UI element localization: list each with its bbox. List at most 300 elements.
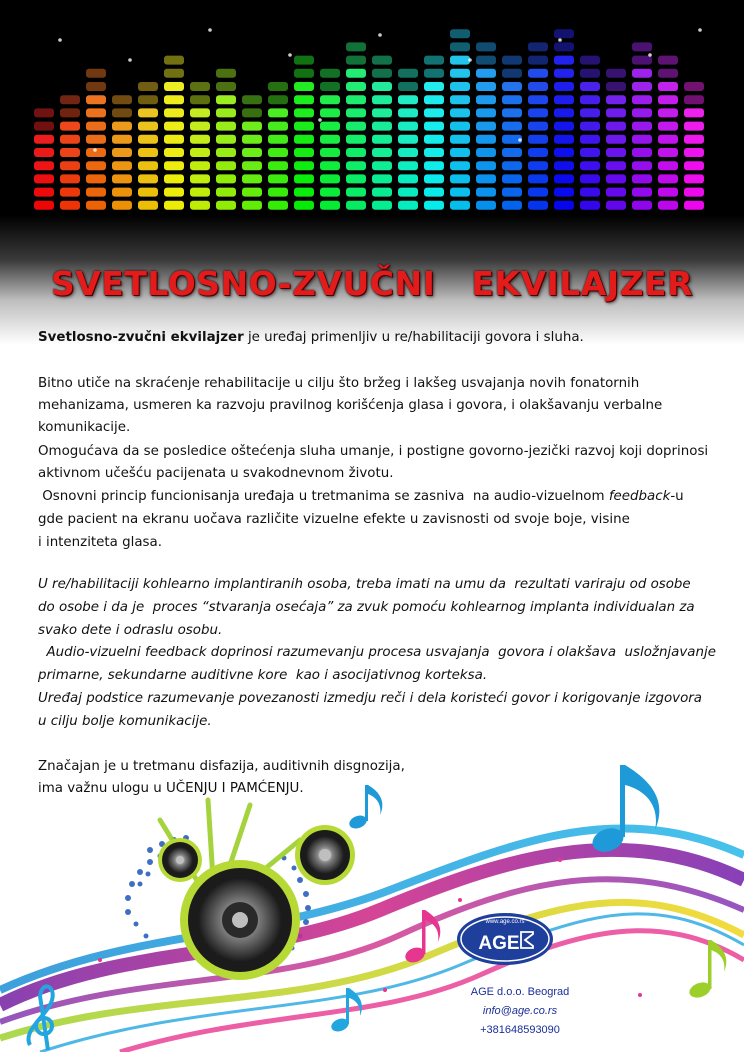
text-line: Uređaj podstice razumevanje povezanosti izmedju reči i dela koristeći govor i korigovanje izgovora — [38, 691, 703, 706]
equalizer-segment — [372, 148, 392, 157]
equalizer-segment — [684, 201, 704, 210]
equalizer-segment — [216, 161, 236, 170]
equalizer-segment — [632, 42, 652, 51]
sparkle — [698, 28, 702, 32]
equalizer-segment — [164, 122, 184, 131]
text-line: u cilju bolje komunikacije. — [38, 714, 212, 729]
equalizer-segment — [606, 174, 626, 183]
sparkle — [468, 58, 472, 62]
music-note-green-icon — [687, 940, 726, 1000]
equalizer-segment — [138, 82, 158, 91]
equalizer-segment — [580, 161, 600, 170]
equalizer-segment — [294, 108, 314, 117]
text-line: do osobe i da je proces “stvaranja osećaja” za zvuk pomoću kohlearnog implanta individualan za — [38, 600, 695, 615]
logo-emblem — [455, 910, 555, 968]
equalizer-segment — [216, 174, 236, 183]
equalizer-graphic — [0, 0, 744, 260]
equalizer-segment — [190, 122, 210, 131]
equalizer-segment — [450, 135, 470, 144]
equalizer-segment — [294, 82, 314, 91]
equalizer-segment — [398, 69, 418, 78]
equalizer-segment — [86, 135, 106, 144]
equalizer-segment — [268, 122, 288, 131]
equalizer-segment — [554, 42, 574, 51]
equalizer-segment — [476, 174, 496, 183]
equalizer-segment — [528, 82, 548, 91]
equalizer-segment — [268, 148, 288, 157]
equalizer-segment — [580, 201, 600, 210]
equalizer-segment — [372, 69, 392, 78]
equalizer-segment — [60, 122, 80, 131]
equalizer-segment — [216, 82, 236, 91]
equalizer-segment — [112, 188, 132, 197]
equalizer-segment — [684, 148, 704, 157]
equalizer-segment — [502, 69, 522, 78]
equalizer-segment — [112, 95, 132, 104]
equalizer-segment — [294, 69, 314, 78]
equalizer-segment — [450, 161, 470, 170]
equalizer-segment — [294, 56, 314, 65]
equalizer-segment — [528, 108, 548, 117]
equalizer-segment — [528, 174, 548, 183]
equalizer-segment — [606, 188, 626, 197]
equalizer-segment — [398, 188, 418, 197]
equalizer-segment — [34, 174, 54, 183]
equalizer-segment — [294, 148, 314, 157]
equalizer-segment — [320, 108, 340, 117]
equalizer-segment — [346, 201, 366, 210]
equalizer-segment — [502, 161, 522, 170]
equalizer-segment — [294, 174, 314, 183]
equalizer-segment — [450, 95, 470, 104]
music-note-blue-small-icon — [347, 785, 382, 831]
equalizer-segment — [476, 135, 496, 144]
text-line: Omogućava da se posledice oštećenja sluha umanje, i postigne govorno-jezički razvoj koji doprinosi — [38, 444, 709, 459]
equalizer-segment — [632, 122, 652, 131]
equalizer-segment — [502, 201, 522, 210]
equalizer-segment — [580, 148, 600, 157]
equalizer-segment — [450, 174, 470, 183]
equalizer-segment — [60, 188, 80, 197]
equalizer-segment — [372, 201, 392, 210]
speaker-large — [180, 860, 300, 980]
speaker-small-top — [295, 825, 355, 885]
text-line: komunikacije. — [38, 420, 131, 435]
equalizer-segment — [242, 135, 262, 144]
equalizer-segment — [346, 56, 366, 65]
equalizer-segment — [632, 148, 652, 157]
intro-bold: Svetlosno-zvučni ekvilajzer — [38, 330, 244, 345]
equalizer-segment — [632, 95, 652, 104]
equalizer-segment — [606, 148, 626, 157]
equalizer-segment — [580, 108, 600, 117]
equalizer-segment — [606, 82, 626, 91]
equalizer-segment — [424, 122, 444, 131]
equalizer-segment — [138, 201, 158, 210]
equalizer-segment — [138, 135, 158, 144]
equalizer-segment — [632, 56, 652, 65]
equalizer-segment — [658, 95, 678, 104]
equalizer-segment — [242, 108, 262, 117]
equalizer-segment — [502, 188, 522, 197]
equalizer-segment — [86, 161, 106, 170]
logo-brand: AGE — [478, 933, 520, 954]
equalizer-segment — [268, 161, 288, 170]
equalizer-segment — [34, 188, 54, 197]
equalizer-segment — [476, 42, 496, 51]
equalizer-segment — [190, 135, 210, 144]
equalizer-segment — [528, 148, 548, 157]
contact-company: AGE d.o.o. Beograd — [470, 986, 570, 998]
equalizer-segment — [528, 122, 548, 131]
text-span: -u — [670, 489, 684, 504]
equalizer-segment — [632, 174, 652, 183]
equalizer-segment — [554, 122, 574, 131]
intro-rest: je uređaj primenljiv u re/habilitaciji govora i sluha. — [243, 330, 584, 345]
contact-phone: +381648593090 — [480, 1024, 560, 1036]
equalizer-segment — [372, 161, 392, 170]
equalizer-segment — [60, 161, 80, 170]
equalizer-segment — [320, 82, 340, 91]
equalizer-segment — [320, 148, 340, 157]
equalizer-segment — [554, 108, 574, 117]
equalizer-segment — [320, 135, 340, 144]
equalizer-segment — [684, 161, 704, 170]
equalizer-segment — [294, 161, 314, 170]
equalizer-segment — [164, 188, 184, 197]
equalizer-segment — [346, 69, 366, 78]
equalizer-segment — [372, 82, 392, 91]
equalizer-segment — [554, 95, 574, 104]
equalizer-segment — [424, 188, 444, 197]
equalizer-segment — [684, 122, 704, 131]
wave-purple — [0, 850, 744, 1005]
music-note-blue-large-icon — [589, 765, 659, 856]
equalizer-segment — [658, 135, 678, 144]
equalizer-segment — [112, 161, 132, 170]
logo-url: www.age.co.rs — [485, 919, 525, 925]
equalizer-segment — [398, 148, 418, 157]
equalizer-segment — [424, 161, 444, 170]
equalizer-segment — [138, 148, 158, 157]
equalizer-segment — [398, 174, 418, 183]
equalizer-segment — [450, 201, 470, 210]
equalizer-segment — [684, 174, 704, 183]
equalizer-segment — [346, 42, 366, 51]
sparkle — [128, 58, 132, 62]
equalizer-segment — [320, 161, 340, 170]
text-line: aktivnom učešću pacijenata u svakodnevnom životu. — [38, 466, 394, 481]
sparkle — [378, 33, 382, 37]
equalizer-segment — [320, 122, 340, 131]
equalizer-segment — [346, 148, 366, 157]
equalizer-segment — [580, 122, 600, 131]
equalizer-segment — [138, 108, 158, 117]
speaker-small-left — [158, 838, 202, 882]
equalizer-segment — [190, 95, 210, 104]
equalizer-segment — [398, 135, 418, 144]
sparkle — [318, 118, 322, 122]
equalizer-segment — [528, 95, 548, 104]
equalizer-segment — [554, 82, 574, 91]
equalizer-segment — [346, 188, 366, 197]
contact-email[interactable]: info@age.co.rs — [482, 1005, 558, 1017]
equalizer-segment — [164, 82, 184, 91]
equalizer-segment — [86, 122, 106, 131]
equalizer-segment — [112, 148, 132, 157]
equalizer-segment — [476, 56, 496, 65]
sparkle — [558, 38, 562, 42]
equalizer-segment — [658, 174, 678, 183]
equalizer-segment — [476, 82, 496, 91]
equalizer-segment — [138, 161, 158, 170]
equalizer-segment — [554, 148, 574, 157]
equalizer-segment — [372, 108, 392, 117]
equalizer-segment — [554, 69, 574, 78]
equalizer-segment — [190, 108, 210, 117]
equalizer-segment — [346, 174, 366, 183]
text-span: Osnovni princip funcionisanja uređaja u tretmanima se zasniva na audio-vizuelnom — [38, 489, 609, 504]
equalizer-segment — [320, 95, 340, 104]
equalizer-segment — [450, 188, 470, 197]
equalizer-segment — [242, 95, 262, 104]
sparkle — [648, 53, 652, 57]
equalizer-segment — [658, 69, 678, 78]
equalizer-segment — [190, 148, 210, 157]
equalizer-segment — [502, 108, 522, 117]
equalizer-segment — [34, 122, 54, 131]
equalizer-segment — [450, 82, 470, 91]
equalizer-segment — [112, 108, 132, 117]
equalizer-segment — [476, 188, 496, 197]
equalizer-segment — [684, 135, 704, 144]
equalizer-segment — [320, 188, 340, 197]
equalizer-segment — [190, 161, 210, 170]
equalizer-segment — [476, 122, 496, 131]
equalizer-segment — [372, 56, 392, 65]
equalizer-segment — [86, 69, 106, 78]
equalizer-segment — [372, 122, 392, 131]
equalizer-segment — [346, 135, 366, 144]
equalizer-segment — [164, 69, 184, 78]
equalizer-segment — [658, 56, 678, 65]
equalizer-segment — [476, 108, 496, 117]
equalizer-segment — [372, 174, 392, 183]
equalizer-segment — [398, 122, 418, 131]
equalizer-segment — [554, 161, 574, 170]
equalizer-segment — [476, 95, 496, 104]
equalizer-segment — [476, 161, 496, 170]
text-line: gde pacient na ekranu uočava različite vizuelne efekte u zavisnosti od svoje boje, visine — [38, 512, 630, 527]
text-line: svako dete i odraslu osobu. — [38, 623, 223, 638]
equalizer-segment — [268, 95, 288, 104]
equalizer-segment — [658, 108, 678, 117]
feedback-emphasis: feedback — [608, 489, 671, 504]
equalizer-segment — [632, 69, 652, 78]
equalizer-segment — [450, 122, 470, 131]
text-line: ima važnu ulogu u UČENJU I PAMĆENJU. — [38, 781, 304, 796]
equalizer-segment — [502, 174, 522, 183]
equalizer-segment — [346, 95, 366, 104]
equalizer-segment — [580, 69, 600, 78]
equalizer-segment — [112, 174, 132, 183]
equalizer-segment — [528, 69, 548, 78]
equalizer-segment — [190, 188, 210, 197]
equalizer-segment — [606, 108, 626, 117]
equalizer-segment — [424, 201, 444, 210]
equalizer-segment — [138, 174, 158, 183]
music-decoration — [0, 760, 744, 1052]
equalizer-segment — [528, 56, 548, 65]
page-title: SVETLOSNO-ZVUČNI EKVILAJZER — [50, 264, 693, 303]
sparkle — [518, 138, 522, 142]
equalizer-segment — [86, 174, 106, 183]
equalizer-segment — [164, 135, 184, 144]
equalizer-segment — [138, 122, 158, 131]
equalizer-segment — [216, 69, 236, 78]
text-line: Audio-vizuelni feedback doprinosi razumevanju procesa usvajanja govora i olakšava usložnjavanje — [38, 645, 716, 660]
text-line: primarne, sekundarne auditivne kore kao i asocijativnog korteksa. — [38, 668, 488, 683]
equalizer-segment — [216, 201, 236, 210]
equalizer-segment — [554, 29, 574, 38]
equalizer-segment — [658, 148, 678, 157]
equalizer-segment — [190, 174, 210, 183]
equalizer-segment — [138, 95, 158, 104]
equalizer-segment — [554, 135, 574, 144]
equalizer-segment — [268, 108, 288, 117]
intro-paragraph — [38, 327, 584, 349]
equalizer-segment — [502, 95, 522, 104]
equalizer-segment — [580, 56, 600, 65]
equalizer-segment — [346, 122, 366, 131]
equalizer-segment — [580, 188, 600, 197]
equalizer-segment — [60, 201, 80, 210]
equalizer-segment — [164, 174, 184, 183]
equalizer-segment — [216, 95, 236, 104]
company-logo — [455, 910, 555, 968]
equalizer-segment — [424, 82, 444, 91]
text-line: Značajan je u tretmanu disfazija, auditivnih disgnozija, — [38, 759, 405, 774]
equalizer-segment — [242, 161, 262, 170]
text-line: i intenziteta glasa. — [38, 535, 162, 550]
equalizer-segment — [580, 95, 600, 104]
equalizer-segment — [476, 148, 496, 157]
equalizer-segment — [632, 188, 652, 197]
equalizer-segment — [398, 201, 418, 210]
equalizer-segment — [216, 122, 236, 131]
equalizer-segment — [450, 42, 470, 51]
equalizer-segment — [606, 201, 626, 210]
equalizer-segment — [632, 201, 652, 210]
equalizer-segment — [268, 135, 288, 144]
equalizer-segment — [164, 161, 184, 170]
equalizer-segment — [86, 188, 106, 197]
equalizer-segment — [450, 108, 470, 117]
equalizer-segment — [268, 174, 288, 183]
equalizer-segment — [164, 148, 184, 157]
equalizer-segment — [554, 174, 574, 183]
sparkle — [288, 53, 292, 57]
equalizer-segment — [398, 82, 418, 91]
equalizer-segment — [346, 82, 366, 91]
equalizer-segment — [684, 82, 704, 91]
equalizer-segment — [190, 82, 210, 91]
equalizer-segment — [554, 56, 574, 65]
equalizer-segment — [372, 135, 392, 144]
equalizer-segment — [632, 82, 652, 91]
equalizer-segment — [528, 42, 548, 51]
equalizer-segment — [242, 188, 262, 197]
equalizer-segment — [450, 29, 470, 38]
equalizer-segment — [268, 188, 288, 197]
equalizer-segment — [528, 161, 548, 170]
equalizer-segment — [294, 135, 314, 144]
equalizer-segment — [320, 201, 340, 210]
equalizer-segment — [398, 95, 418, 104]
equalizer-segment — [658, 201, 678, 210]
equalizer-segment — [684, 108, 704, 117]
equalizer-segment — [398, 108, 418, 117]
equalizer-segment — [398, 161, 418, 170]
equalizer-segment — [216, 148, 236, 157]
equalizer-segment — [190, 201, 210, 210]
equalizer-segment — [502, 148, 522, 157]
equalizer-segment — [632, 135, 652, 144]
equalizer-segment — [632, 161, 652, 170]
equalizer-segment — [34, 201, 54, 210]
text-line: U re/habilitaciji kohlearno implantiranih osoba, treba imati na umu da rezultati variraju od osobe — [38, 577, 691, 592]
equalizer-segment — [320, 69, 340, 78]
equalizer-segment — [268, 82, 288, 91]
equalizer-segment — [476, 69, 496, 78]
equalizer-segment — [294, 122, 314, 131]
equalizer-segment — [502, 122, 522, 131]
equalizer-segment — [60, 135, 80, 144]
equalizer-segment — [450, 148, 470, 157]
equalizer-segment — [242, 174, 262, 183]
equalizer-segment — [86, 201, 106, 210]
text-line — [38, 486, 684, 508]
equalizer-segment — [242, 201, 262, 210]
equalizer-segment — [554, 188, 574, 197]
equalizer-segment — [424, 148, 444, 157]
equalizer-segment — [424, 69, 444, 78]
equalizer-segment — [86, 82, 106, 91]
equalizer-segment — [294, 188, 314, 197]
equalizer-segment — [502, 56, 522, 65]
equalizer-segment — [86, 95, 106, 104]
equalizer-segment — [580, 174, 600, 183]
equalizer-segment — [450, 69, 470, 78]
equalizer-segment — [242, 122, 262, 131]
equalizer-segment — [216, 108, 236, 117]
equalizer-segment — [606, 161, 626, 170]
equalizer-segment — [580, 82, 600, 91]
equalizer-segment — [476, 201, 496, 210]
text-line: Bitno utiče na skraćenje rehabilitacije u cilju što bržeg i lakšeg usvajanja novih fonatornih — [38, 376, 640, 391]
equalizer-segment — [346, 108, 366, 117]
equalizer-segment — [658, 122, 678, 131]
equalizer-segment — [580, 135, 600, 144]
sparkle — [58, 38, 62, 42]
equalizer-segment — [164, 56, 184, 65]
equalizer-segment — [164, 201, 184, 210]
equalizer-segment — [684, 95, 704, 104]
equalizer-segment — [424, 135, 444, 144]
equalizer-segment — [112, 201, 132, 210]
equalizer-segment — [320, 174, 340, 183]
equalizer-segment — [606, 135, 626, 144]
